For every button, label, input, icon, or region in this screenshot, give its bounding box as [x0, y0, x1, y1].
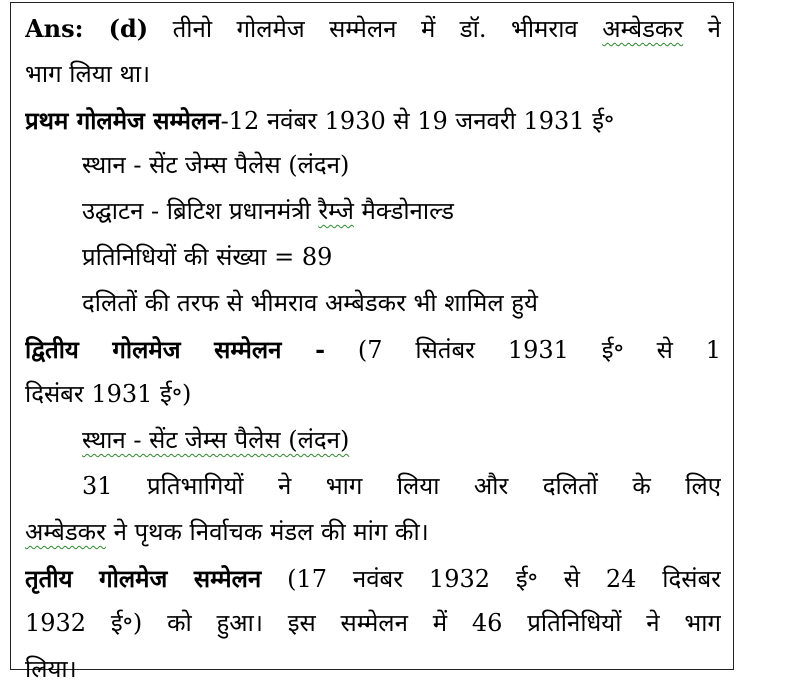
spellcheck-line: स्थान - सेंट जेम्स पैलेस (लंदन): [82, 426, 350, 455]
line-6: प्रतिनिधियों की संख्या = 89: [82, 242, 333, 271]
answer-label: Ans: (d): [25, 14, 149, 43]
line-7: दलितों की तरफ से भीमराव अम्बेडकर भी शामिल हुये: [82, 288, 538, 317]
second-conference-dates: (7 सितंबर 1931 ई॰ से 1: [325, 335, 721, 364]
line-4: स्थान - सेंट जेम्स पैलेस (लंदन): [82, 151, 350, 180]
line-1-end: ने: [683, 15, 721, 43]
line-1-text: तीनो गोलमेज सम्मेलन में डॉ. भीमराव: [148, 15, 603, 43]
third-conference-dates: (17 नवंबर 1932 ई॰ से 24 दिसंबर: [261, 564, 721, 593]
line-8: [25, 327, 721, 373]
line-12: [25, 510, 721, 556]
line-15: लिया।: [25, 655, 77, 684]
line-1: [25, 6, 721, 52]
first-conference-title: प्रथम गोलमेज सम्मेलन: [25, 105, 221, 135]
line-5-end: मैक्डोनाल्ड: [353, 197, 454, 226]
line-12-text: ने पृथक निर्वाचक मंडल की मांग की।: [105, 517, 429, 546]
answer-box: [10, 2, 734, 684]
first-conference-dates: -12 नवंबर 1930 से 19 जनवरी 1931 ई॰: [220, 106, 615, 135]
third-conference-title: तृतीय गोलमेज सम्मेलन: [25, 563, 262, 593]
line-2: भाग लिया था।: [25, 59, 151, 88]
spellcheck-word: अम्बेडकर: [602, 15, 684, 43]
line-11: 31 प्रतिभागियों ने भाग लिया और दलितों के लिए: [82, 471, 721, 500]
spellcheck-word: अम्बेडकर: [25, 517, 106, 546]
line-14: 1932 ई॰) को हुआ। इस सम्मेलन में 46 प्रतिनिधियों ने भाग: [25, 609, 721, 638]
line-10: [25, 418, 721, 464]
spellcheck-word: रैम्जे: [318, 197, 354, 226]
line-9: दिसंबर 1931 ई॰): [25, 380, 192, 409]
second-conference-title: द्वितीय गोलमेज सम्मेलन -: [25, 334, 326, 364]
line-5-text: उद्घाटन - ब्रिटिश प्रधानमंत्री: [82, 197, 319, 226]
answer-text: [25, 6, 721, 693]
line-3: [25, 98, 721, 144]
line-5: [25, 189, 721, 235]
line-13: [25, 556, 721, 602]
